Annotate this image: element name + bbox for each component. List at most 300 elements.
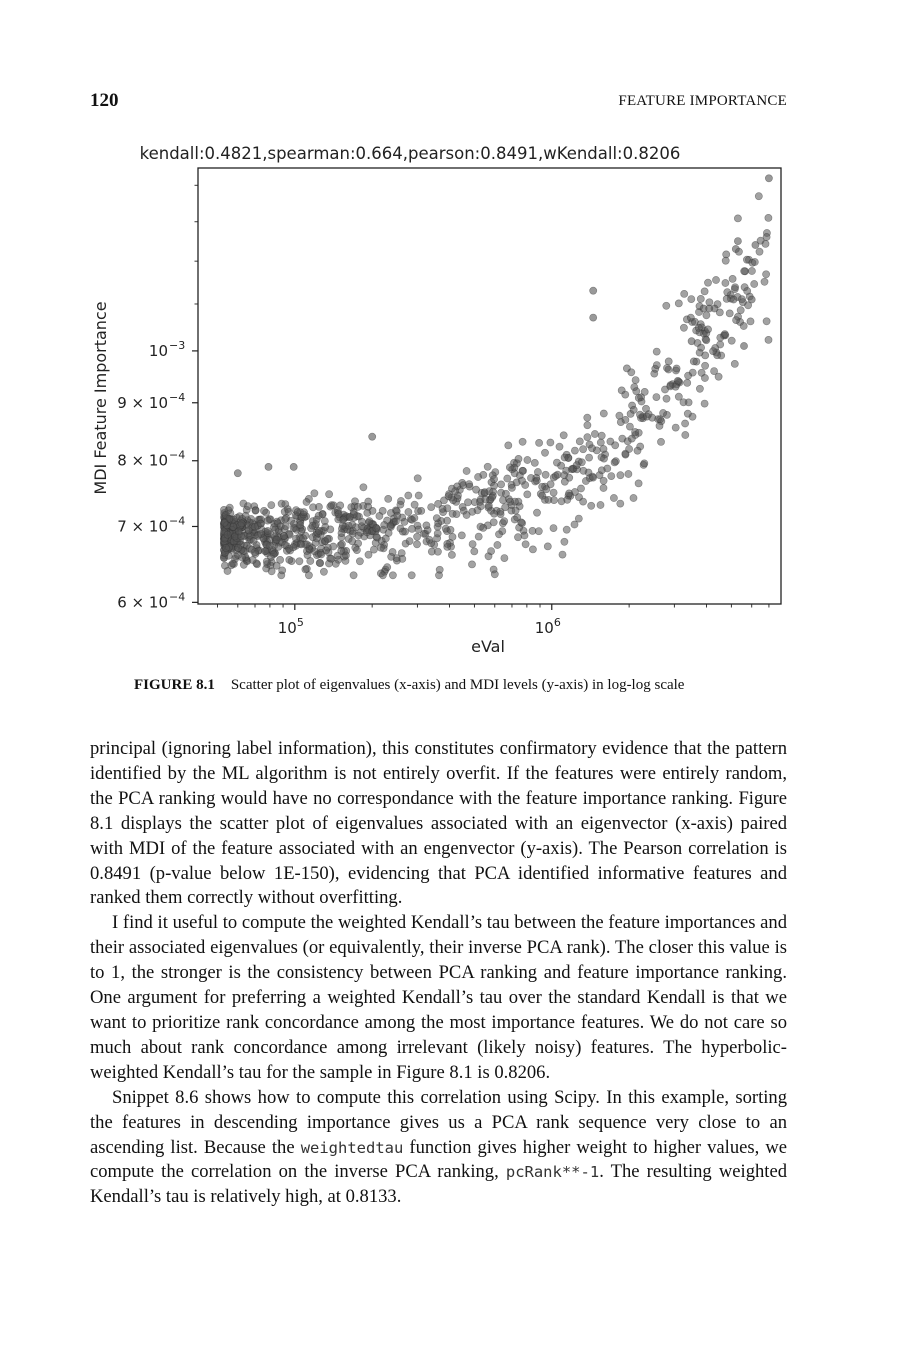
data-point xyxy=(356,558,363,565)
data-point xyxy=(434,530,441,537)
data-point xyxy=(534,468,541,475)
data-point xyxy=(369,433,376,440)
data-point xyxy=(264,517,271,524)
data-point xyxy=(695,324,702,331)
data-point xyxy=(497,511,504,518)
data-point xyxy=(224,567,231,574)
data-point xyxy=(382,535,389,542)
data-point xyxy=(680,324,687,331)
data-point xyxy=(499,497,506,504)
data-point xyxy=(311,548,318,555)
data-point xyxy=(633,388,640,395)
x-tick-exponent: 5 xyxy=(296,616,304,629)
data-point xyxy=(724,289,731,296)
data-point xyxy=(379,572,386,579)
data-point xyxy=(519,438,526,445)
figure-label: FIGURE 8.1 xyxy=(134,677,215,693)
data-point xyxy=(515,455,522,462)
data-point xyxy=(663,364,670,371)
data-point xyxy=(571,447,578,454)
data-point xyxy=(310,504,317,511)
data-point xyxy=(682,431,689,438)
data-point xyxy=(737,307,744,314)
data-point xyxy=(701,400,708,407)
data-point xyxy=(471,548,478,555)
data-point xyxy=(560,432,567,439)
data-point xyxy=(696,385,703,392)
data-point xyxy=(292,535,299,542)
data-point xyxy=(722,257,729,264)
data-point xyxy=(704,326,711,333)
data-point xyxy=(584,414,591,421)
paragraph-3-text-b: function gives higher weight to higher values, we compute the correlation on the inverse PCA ranking, xyxy=(90,1136,788,1183)
data-point xyxy=(755,193,762,200)
data-point xyxy=(566,490,573,497)
data-point xyxy=(547,439,554,446)
data-point xyxy=(318,551,325,558)
data-point xyxy=(265,463,272,470)
data-point xyxy=(405,508,412,515)
data-point xyxy=(571,521,578,528)
data-point xyxy=(498,481,505,488)
data-point xyxy=(428,540,435,547)
data-point xyxy=(632,377,639,384)
data-point xyxy=(550,489,557,496)
data-point xyxy=(559,551,566,558)
data-point xyxy=(673,365,680,372)
data-point xyxy=(584,434,591,441)
data-point xyxy=(752,241,759,248)
data-point xyxy=(418,507,425,514)
data-point xyxy=(281,542,288,549)
data-point xyxy=(263,541,270,548)
data-point xyxy=(447,526,454,533)
data-point xyxy=(338,541,345,548)
data-point xyxy=(732,245,739,252)
data-point xyxy=(712,276,719,283)
scatter-chart xyxy=(80,135,800,665)
data-point xyxy=(556,443,563,450)
data-point xyxy=(350,511,357,518)
data-point xyxy=(656,422,663,429)
data-point xyxy=(690,358,697,365)
code-pcrank: pcRank**-1 xyxy=(505,1163,600,1182)
data-point xyxy=(535,528,542,535)
data-point xyxy=(544,543,551,550)
chart-title: kendall:0.4821,spearman:0.664,pearson:0.8491,wKendall:0.8206 xyxy=(139,144,681,163)
x-axis-label: eVal xyxy=(471,637,505,656)
data-point xyxy=(221,519,228,526)
data-point xyxy=(521,532,528,539)
data-point xyxy=(435,572,442,579)
paragraph-3-text-c: . The resulting weighted Kendall’s tau is relatively high, at 0.8133. xyxy=(90,1161,788,1208)
data-point xyxy=(475,533,482,540)
data-point xyxy=(635,480,642,487)
data-point xyxy=(338,530,345,537)
data-point xyxy=(706,305,713,312)
data-point xyxy=(626,423,633,430)
data-point xyxy=(512,507,519,514)
data-point xyxy=(684,410,691,417)
data-point xyxy=(550,497,557,504)
data-point xyxy=(675,300,682,307)
data-point xyxy=(604,465,611,472)
data-point xyxy=(598,432,605,439)
data-point xyxy=(463,511,470,518)
data-point xyxy=(279,567,286,574)
data-point xyxy=(488,548,495,555)
data-point xyxy=(561,478,568,485)
data-point xyxy=(657,438,664,445)
data-point xyxy=(234,470,241,477)
data-point xyxy=(511,470,518,477)
data-point xyxy=(290,463,297,470)
data-point xyxy=(501,555,508,562)
data-point xyxy=(370,546,377,553)
data-point xyxy=(561,454,568,461)
data-point xyxy=(681,290,688,297)
data-point xyxy=(591,430,598,437)
data-point xyxy=(394,512,401,519)
data-point xyxy=(408,525,415,532)
data-point xyxy=(522,541,529,548)
data-point xyxy=(363,529,370,536)
data-point xyxy=(374,534,381,541)
data-point xyxy=(748,296,755,303)
y-tick-exponent: −4 xyxy=(169,590,186,604)
y-tick-label: 7 × 10 xyxy=(117,517,168,536)
data-point xyxy=(242,512,249,519)
data-point xyxy=(484,463,491,470)
data-point xyxy=(600,477,607,484)
data-point xyxy=(373,525,380,532)
data-point xyxy=(763,318,770,325)
data-point xyxy=(254,532,261,539)
data-point xyxy=(448,551,455,558)
data-point xyxy=(582,477,589,484)
data-point xyxy=(625,470,632,477)
data-point xyxy=(701,374,708,381)
data-point xyxy=(501,518,508,525)
data-point xyxy=(473,486,480,493)
data-point xyxy=(357,529,364,536)
data-point xyxy=(734,238,741,245)
data-point xyxy=(504,475,511,482)
data-point xyxy=(315,512,322,519)
data-point xyxy=(672,383,679,390)
data-point xyxy=(360,484,367,491)
data-point xyxy=(635,394,642,401)
data-point xyxy=(434,548,441,555)
data-point xyxy=(285,508,292,515)
data-point xyxy=(702,362,709,369)
data-point xyxy=(765,336,772,343)
data-point xyxy=(282,501,289,508)
data-point xyxy=(703,337,710,344)
data-point xyxy=(273,536,280,543)
x-tick-label: $10^6$ xyxy=(534,616,561,637)
data-point xyxy=(590,314,597,321)
data-point xyxy=(576,438,583,445)
data-point xyxy=(235,551,242,558)
data-point xyxy=(524,491,531,498)
data-point xyxy=(704,279,711,286)
x-tick-exponent: 6 xyxy=(553,616,561,629)
data-point xyxy=(600,455,607,462)
data-point xyxy=(393,555,400,562)
data-point xyxy=(748,267,755,274)
data-point xyxy=(733,317,740,324)
data-point xyxy=(353,547,360,554)
data-point xyxy=(480,524,487,531)
data-point xyxy=(740,342,747,349)
data-point xyxy=(296,558,303,565)
data-point xyxy=(626,445,633,452)
data-point xyxy=(389,572,396,579)
data-point xyxy=(519,467,526,474)
y-tick-label: 10 xyxy=(148,341,168,360)
data-point xyxy=(414,475,421,482)
data-point xyxy=(326,491,333,498)
data-point xyxy=(405,492,412,499)
data-point xyxy=(366,518,373,525)
body-text xyxy=(90,737,787,1210)
data-point xyxy=(508,484,515,491)
data-point xyxy=(684,379,691,386)
data-point xyxy=(272,526,279,533)
data-point xyxy=(365,503,372,510)
data-point xyxy=(617,500,624,507)
data-point xyxy=(408,572,415,579)
data-point xyxy=(703,312,710,319)
data-point xyxy=(349,538,356,545)
data-point xyxy=(330,543,337,550)
data-point xyxy=(728,337,735,344)
data-point xyxy=(490,519,497,526)
data-point xyxy=(428,504,435,511)
data-point xyxy=(723,295,730,302)
data-point xyxy=(642,405,649,412)
data-point xyxy=(260,507,267,514)
data-point xyxy=(303,498,310,505)
data-point xyxy=(263,565,270,572)
data-point xyxy=(643,413,650,420)
page-header xyxy=(90,90,787,114)
data-point xyxy=(491,510,498,517)
data-point xyxy=(564,496,571,503)
x-tick-label: $10^5$ xyxy=(277,616,304,637)
data-point xyxy=(756,248,763,255)
data-point xyxy=(240,561,247,568)
data-point xyxy=(413,541,420,548)
y-tick-exponent: −4 xyxy=(169,390,186,404)
data-point xyxy=(358,518,365,525)
data-point xyxy=(580,446,587,453)
data-point xyxy=(491,571,498,578)
y-axis-ticks xyxy=(117,185,198,611)
data-point xyxy=(251,549,258,556)
data-point xyxy=(741,268,748,275)
data-point xyxy=(590,474,597,481)
data-point xyxy=(482,496,489,503)
data-point xyxy=(721,331,728,338)
data-point xyxy=(672,424,679,431)
data-point xyxy=(433,515,440,522)
data-point xyxy=(458,532,465,539)
data-point xyxy=(765,175,772,182)
data-point xyxy=(731,286,738,293)
data-point xyxy=(406,538,413,545)
data-point xyxy=(616,412,623,419)
data-point xyxy=(588,502,595,509)
data-point xyxy=(505,442,512,449)
data-point xyxy=(730,296,737,303)
data-point xyxy=(653,394,660,401)
data-point xyxy=(495,531,502,538)
data-point xyxy=(414,533,421,540)
data-point xyxy=(399,528,406,535)
data-point xyxy=(553,459,560,466)
data-point xyxy=(590,287,597,294)
data-point xyxy=(584,422,591,429)
data-point xyxy=(747,318,754,325)
x-axis-ticks xyxy=(217,604,768,637)
data-point xyxy=(257,520,264,527)
data-point xyxy=(453,511,460,518)
data-point xyxy=(744,287,751,294)
data-point xyxy=(630,494,637,501)
data-point xyxy=(222,544,229,551)
data-point xyxy=(302,566,309,573)
data-point xyxy=(588,445,595,452)
data-point xyxy=(573,462,580,469)
data-point xyxy=(533,509,540,516)
data-point xyxy=(765,214,772,221)
data-point xyxy=(415,492,422,499)
y-tick-exponent: −4 xyxy=(169,514,186,528)
data-point xyxy=(354,503,361,510)
data-point xyxy=(268,502,275,509)
data-point xyxy=(277,556,284,563)
data-point xyxy=(282,516,289,523)
data-point xyxy=(322,523,329,530)
data-point xyxy=(514,534,521,541)
data-point xyxy=(665,358,672,365)
data-point xyxy=(491,476,498,483)
data-point xyxy=(411,501,418,508)
data-point xyxy=(641,460,648,467)
data-point xyxy=(608,473,615,480)
data-point xyxy=(531,459,538,466)
data-point xyxy=(518,477,525,484)
data-point xyxy=(682,420,689,427)
data-point xyxy=(317,560,324,567)
figure-caption-text: Scatter plot of eigenvalues (x-axis) and MDI levels (y-axis) in log-log scale xyxy=(230,677,685,693)
data-point xyxy=(449,533,456,540)
data-point xyxy=(688,296,695,303)
data-point xyxy=(697,295,704,302)
data-point xyxy=(763,271,770,278)
data-point xyxy=(397,497,404,504)
data-point xyxy=(244,503,251,510)
paragraph-3 xyxy=(90,1086,787,1211)
data-point xyxy=(680,399,687,406)
data-point xyxy=(444,540,451,547)
data-point xyxy=(463,467,470,474)
data-point xyxy=(701,288,708,295)
data-point xyxy=(376,512,383,519)
data-point xyxy=(731,360,738,367)
data-point xyxy=(600,484,607,491)
paragraph-2: I find it useful to compute the weighted Kendall’s tau between the feature importances and their associated eigenvalues (or equivalently, their inverse PCA rank). The closer this value is to 1, the stronger is the consistency between PCA ranking and feature importance ranking. One argument for preferring a weighted Kendall’s tau over the standard Kendall is that we want to prioritize rank concordance among the most importance features. We do not care so much about rank concordance among irrelevant (likely noisy) features. The hyperbolic-weighted Kendall’s tau for the sample in Figure 8.1 is 0.8206. xyxy=(90,912,787,1083)
data-point xyxy=(452,488,459,495)
data-point xyxy=(350,572,357,579)
y-tick-label: 6 × 10 xyxy=(117,593,168,612)
data-point xyxy=(630,406,637,413)
data-point xyxy=(300,509,307,516)
data-point xyxy=(580,467,587,474)
data-point xyxy=(711,368,718,375)
data-point xyxy=(580,498,587,505)
data-point xyxy=(685,372,692,379)
data-point xyxy=(653,348,660,355)
data-point xyxy=(612,442,619,449)
data-point xyxy=(524,456,531,463)
data-point xyxy=(411,514,418,521)
data-point xyxy=(506,464,513,471)
data-point xyxy=(763,233,770,240)
data-point xyxy=(577,485,584,492)
data-point xyxy=(660,409,667,416)
data-point xyxy=(734,215,741,222)
data-point xyxy=(529,546,536,553)
data-points xyxy=(220,175,772,579)
data-point xyxy=(245,527,252,534)
data-point xyxy=(377,544,384,551)
data-point xyxy=(270,551,277,558)
data-point xyxy=(238,520,245,527)
data-point xyxy=(488,494,495,501)
y-tick-exponent: −4 xyxy=(169,448,186,462)
data-point xyxy=(298,541,305,548)
y-tick-exponent: −3 xyxy=(169,338,186,352)
data-point xyxy=(710,348,717,355)
y-tick-label: 8 × 10 xyxy=(117,451,168,470)
figure-caption xyxy=(134,677,814,694)
data-point xyxy=(439,505,446,512)
data-point xyxy=(533,477,540,484)
code-weightedtau: weightedtau xyxy=(300,1138,404,1157)
data-point xyxy=(539,492,546,499)
data-point xyxy=(252,507,259,514)
data-point xyxy=(328,502,335,509)
data-point xyxy=(229,560,236,567)
data-point xyxy=(536,439,543,446)
data-point xyxy=(663,302,670,309)
data-point xyxy=(751,258,758,265)
data-point xyxy=(762,240,769,247)
data-point xyxy=(381,521,388,528)
data-point xyxy=(282,523,289,530)
data-point xyxy=(469,541,476,548)
data-point xyxy=(552,472,559,479)
data-point xyxy=(586,454,593,461)
data-point xyxy=(320,568,327,575)
data-point xyxy=(235,545,242,552)
data-point xyxy=(249,556,256,563)
data-point xyxy=(328,555,335,562)
data-point xyxy=(342,552,349,559)
